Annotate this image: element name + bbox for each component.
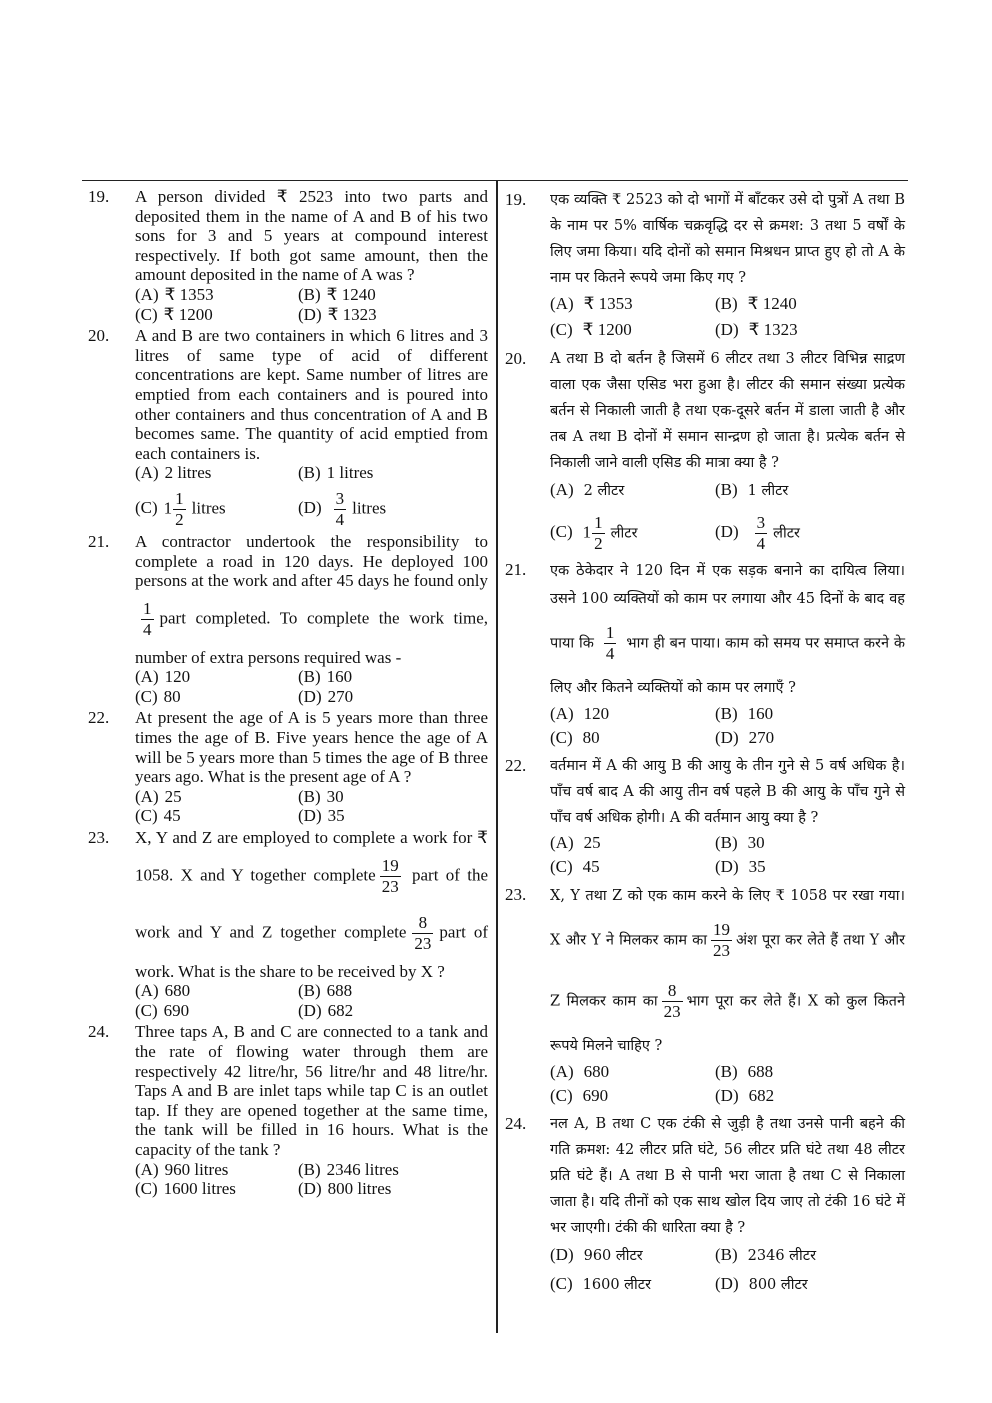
question-number: 21.: [505, 560, 527, 579]
option-c[interactable]: [550, 726, 715, 750]
option-value: 25: [164, 786, 182, 806]
denominator: 4: [756, 534, 766, 553]
hindi-column: [505, 187, 905, 1302]
options: [135, 787, 488, 826]
option-d[interactable]: [715, 1270, 905, 1299]
option-value: 270: [748, 728, 775, 747]
option-c[interactable]: [135, 305, 298, 325]
numerator: 1: [605, 623, 615, 642]
option-value: 1 लीटर: [747, 483, 789, 499]
option-a[interactable]: [135, 787, 298, 807]
option-value: 680: [583, 1062, 610, 1081]
option-a[interactable]: [550, 831, 715, 855]
option-label: (C): [550, 1274, 573, 1293]
fraction: [412, 913, 433, 954]
option-c[interactable]: [550, 855, 715, 879]
option-label: (A): [135, 284, 159, 304]
option-b[interactable]: [715, 1060, 905, 1084]
option-value: 120: [164, 667, 191, 687]
option-label: (C): [135, 498, 158, 518]
fraction: [334, 489, 347, 530]
question-23-en: [88, 828, 488, 1020]
text-part: part completed. To complete the work time, number of extra persons required was -: [135, 608, 488, 667]
options: [550, 476, 905, 554]
option-d[interactable]: [298, 1001, 488, 1021]
option-value: 682: [748, 1086, 775, 1105]
option-a[interactable]: [550, 1241, 715, 1270]
options: [550, 702, 905, 750]
option-c[interactable]: [550, 1084, 715, 1108]
option-value: 690: [582, 1086, 609, 1105]
options: [135, 667, 488, 706]
numerator: 1: [175, 488, 184, 508]
denominator: 23: [414, 933, 432, 953]
text-part: X, Y and Z are employed to complete a work for ₹ 1058. X and Y together complete: [135, 828, 488, 885]
option-label: (B): [715, 294, 738, 313]
option-b[interactable]: [298, 667, 488, 687]
option-label: (A): [135, 667, 159, 687]
denominator: 2: [175, 509, 184, 529]
option-value: 800 litres: [327, 1179, 392, 1199]
question-text: At present the age of A is 5 years more than three times the age of B. Five years hence the age of A will be 5 years more than 5 times the age of B three years ago. What is the present age of A ?: [135, 708, 488, 787]
option-d[interactable]: [298, 489, 488, 530]
question-number: 20.: [88, 326, 110, 346]
question-number: 19.: [88, 187, 110, 206]
option-label: (A): [550, 1062, 574, 1081]
question-24-en: [88, 1022, 488, 1198]
option-d[interactable]: [298, 1179, 488, 1199]
question-22-hi: [505, 753, 905, 879]
option-value: ₹ 1240: [326, 284, 376, 304]
option-value: 80: [163, 686, 181, 706]
denominator: 2: [594, 534, 603, 553]
option-b[interactable]: [298, 463, 488, 483]
question-23-hi: [505, 882, 905, 1108]
numerator: 19: [381, 855, 399, 875]
option-value: 680: [164, 981, 191, 1001]
option-label: (D): [298, 806, 322, 826]
question-number: 23.: [88, 828, 110, 848]
option-value: 682: [327, 1000, 354, 1020]
text-part: एक ठेकेदार ने 120 दिन में एक सड़क बनाने का दायित्व लिया। उसने 100 व्यक्तियों को काम पर लगाया और 45 दिनों के बाद वह पाया कि: [550, 563, 905, 652]
text-part: A contractor undertook the responsibility to complete a road in 120 days. He deployed 100 persons at the work and after 45 days he found only: [135, 531, 488, 591]
option-value: ₹ 1353: [164, 284, 214, 304]
option-value: 960 लीटर: [583, 1248, 643, 1264]
question-text: A तथा B दो बर्तन है जिसमें 6 लीटर तथा 3 लीटर विभिन्न साद्रण वाला एक जैसा एसिड भरा हुआ है। लीटर की समान संख्या प्रत्येक बर्तन से निकाली जाती है तथा एक-दूसरे बर्तन में डाला जाती है और तब A तथा B दोनों में समान सान्द्रण हो जाता है। प्रत्येक बर्तन से निकाली जाने वाली एसिड की मात्रा क्या है ?: [550, 351, 905, 471]
text-part: अंश पूरा कर लेते हैं तथा Y और Z मिलकर काम का: [550, 932, 906, 1010]
option-c[interactable]: [135, 1179, 298, 1199]
option-value: 270: [327, 686, 354, 706]
option-d[interactable]: [298, 806, 488, 826]
question-20-hi: [505, 346, 905, 554]
question-21-hi: [505, 557, 905, 750]
option-value: 25: [583, 833, 601, 852]
option-label: (B): [298, 1159, 321, 1179]
option-label: (B): [298, 981, 321, 1001]
option-d[interactable]: [715, 317, 905, 343]
top-rule: [82, 180, 908, 181]
numerator: 1: [143, 598, 152, 618]
denominator: 4: [335, 509, 345, 529]
question-19-hi: [505, 187, 905, 343]
option-value: 960 litres: [164, 1159, 229, 1179]
options: [135, 1160, 488, 1199]
denominator: 23: [713, 941, 731, 960]
option-value: 30: [326, 786, 344, 806]
option-value: ₹ 1200: [582, 320, 632, 339]
question-text: A person divided ₹ 2523 into two parts and deposited them in the name of A and B of his two sons for 3 and 5 years at compound interest respectively. If both got same amount, then the amount deposited in the name of A was ?: [135, 187, 488, 285]
question-text: वर्तमान में A की आयु B की आयु के तीन गुने से 5 वर्ष अधिक है। पाँच वर्ष बाद A की आयु तीन वर्ष पहले B की आयु के पाँच गुने से पाँच वर्ष अधिक होगी। A की वर्तमान आयु क्या है ?: [550, 758, 905, 826]
column-divider: [496, 180, 498, 1333]
option-value: 45: [163, 806, 181, 826]
fraction: [380, 856, 401, 897]
option-d[interactable]: [715, 726, 905, 750]
option-label: (A): [135, 463, 159, 483]
option-value: 80: [582, 728, 600, 747]
option-value: 2346 litres: [326, 1159, 399, 1179]
numerator: 1: [594, 513, 603, 532]
text-part: part of the work and Y and Z together complete: [135, 865, 489, 942]
option-c[interactable]: [135, 687, 298, 707]
fraction: [173, 489, 186, 530]
option-value: ₹ 1353: [583, 294, 633, 313]
option-d[interactable]: [298, 687, 488, 707]
option-value: ₹ 1200: [163, 304, 213, 324]
option-value: 35: [748, 857, 766, 876]
option-label: (B): [298, 786, 321, 806]
options: [550, 831, 905, 879]
text-part: भाग ही बन पाया। काम को समय पर समाप्त करने के लिए और कितने व्यक्तियों को काम पर लगाएँ ?: [550, 635, 905, 696]
option-label: (A): [550, 704, 574, 723]
numerator: 3: [756, 513, 766, 532]
option-label: (C): [550, 728, 573, 747]
option-c[interactable]: [135, 489, 298, 530]
question-number: 24.: [88, 1022, 110, 1042]
option-b[interactable]: [715, 1241, 905, 1270]
option-value: ₹ 1323: [748, 320, 798, 339]
option-c[interactable]: [550, 513, 715, 554]
text-part: part of work. What is the share to be received by X ?: [135, 922, 488, 981]
option-unit: लीटर: [773, 525, 800, 542]
option-label: (C): [550, 857, 573, 876]
option-c[interactable]: [135, 806, 298, 826]
question-number: 21.: [88, 531, 110, 551]
option-label: (A): [135, 981, 159, 1001]
option-a[interactable]: [550, 291, 715, 317]
denominator: 23: [381, 876, 399, 896]
option-value: 160: [747, 704, 774, 723]
option-a[interactable]: [135, 981, 298, 1001]
option-whole: 1: [163, 498, 173, 518]
options: [135, 463, 488, 530]
option-a[interactable]: [135, 285, 298, 305]
question-21-en: [88, 532, 488, 707]
option-value: 800 लीटर: [748, 1277, 808, 1293]
option-b[interactable]: [715, 831, 905, 855]
option-value: 688: [326, 981, 353, 1001]
question-19-en: [88, 187, 488, 324]
option-value: 688: [747, 1062, 774, 1081]
option-label: (C): [135, 1179, 158, 1199]
option-label: (D): [715, 1086, 739, 1105]
option-label: (D): [298, 1179, 322, 1199]
option-a[interactable]: [550, 702, 715, 726]
question-text: Three taps A, B and C are connected to a tank and the rate of flowing water through them are respectively 42 litre/hr, 56 litre/hr and 48 litre/hr. Taps A and B are inlet taps while tap C is an outlet tap. If they are opened together at the same time, the tank will be filled in 16 hours. What is the capacity of the tank ?: [135, 1022, 488, 1159]
fraction: [711, 920, 732, 961]
options: [550, 1241, 905, 1299]
denominator: 23: [663, 1002, 681, 1021]
fraction: [755, 513, 768, 554]
question-24-hi: [505, 1111, 905, 1299]
option-label: (D): [715, 728, 739, 747]
question-number: 23.: [505, 885, 527, 904]
option-value: 35: [327, 806, 345, 826]
option-label: (A): [550, 294, 574, 313]
option-b[interactable]: [715, 291, 905, 317]
option-value: 120: [583, 704, 610, 723]
option-label: (C): [550, 1086, 573, 1105]
option-a[interactable]: [135, 667, 298, 687]
question-text: [135, 532, 488, 667]
option-a[interactable]: [550, 1060, 715, 1084]
option-unit: litres: [191, 498, 226, 518]
option-value: 160: [326, 667, 353, 687]
option-b[interactable]: [298, 981, 488, 1001]
option-value: 1600 लीटर: [582, 1277, 652, 1293]
option-label: (C): [135, 304, 158, 324]
option-whole: 1: [582, 522, 592, 542]
option-label: (B): [715, 833, 738, 852]
options: [135, 981, 488, 1020]
option-label: (B): [715, 480, 738, 499]
option-label: (A): [550, 833, 574, 852]
question-text: [135, 828, 488, 981]
option-b[interactable]: [298, 285, 488, 305]
question-number: 19.: [505, 190, 527, 209]
text-part: भाग पूरा कर लेते हैं। X को कुल कितने रूपये मिलने चाहिए ?: [550, 993, 905, 1054]
denominator: 4: [605, 644, 615, 663]
option-label: (C): [550, 320, 573, 339]
numerator: 8: [667, 981, 677, 1000]
option-label: (B): [298, 463, 321, 483]
option-value: ₹ 1323: [327, 304, 377, 324]
option-label: (A): [135, 786, 159, 806]
fraction: [141, 599, 154, 640]
option-label: (C): [550, 522, 573, 542]
option-label: (D): [298, 1000, 322, 1020]
option-unit: लीटर: [610, 525, 638, 542]
option-value: 2346 लीटर: [747, 1248, 817, 1264]
numerator: 19: [713, 920, 731, 939]
option-value: ₹ 1240: [747, 294, 797, 313]
option-c[interactable]: [550, 317, 715, 343]
question-text: A and B are two containers in which 6 litres and 3 litres of same type of acid of different concentrations are kept. Same number of litres are emptied from each containers and is poured into other containers and thus concentration of A and B becomes same. The quantity of acid emptied from each containers is.: [135, 326, 488, 463]
option-value: 30: [747, 833, 765, 852]
option-label: (D): [715, 857, 739, 876]
option-label: (A): [135, 1159, 159, 1179]
option-label: (C): [135, 686, 158, 706]
option-a[interactable]: [135, 1160, 298, 1180]
option-label: (A): [550, 480, 574, 499]
option-value: 2 litres: [164, 463, 212, 483]
question-text: [550, 882, 905, 1060]
option-label: (B): [298, 667, 321, 687]
option-label: (B): [715, 704, 738, 723]
question-22-en: [88, 708, 488, 826]
option-b[interactable]: [298, 787, 488, 807]
option-label: (D): [715, 522, 739, 542]
options: [135, 285, 488, 324]
question-number: 22.: [88, 708, 110, 728]
option-a[interactable]: [135, 463, 298, 483]
option-d[interactable]: [715, 513, 905, 554]
option-label: (D): [298, 498, 322, 518]
text-part: X, Y तथा Z को एक काम करने के लिए ₹ 1058 पर रखा गया। X और Y ने मिलकर काम का: [550, 888, 905, 949]
question-text: नल A, B तथा C एक टंकी से जुड़ी है तथा उनसे पानी बहने की गति क्रमश: 42 लीटर प्रति घंटे, 56 लीटर प्रति घंटे तथा 48 लीटर प्रति घंटे हैं। A तथा B से पानी भरा जाता है तथा C से निकाला जाता है। यदि तीनों को एक साथ खोल दिय जाए तो टंकी 16 घंटे में भर जाएगी। टंकी की धारिता क्या है ?: [550, 1116, 905, 1236]
option-label: (C): [135, 1000, 158, 1020]
option-d[interactable]: [715, 855, 905, 879]
option-label: (D): [715, 1274, 739, 1293]
option-b[interactable]: [715, 476, 905, 505]
option-value: 690: [163, 1000, 190, 1020]
option-b[interactable]: [298, 1160, 488, 1180]
option-value: 1 litres: [326, 463, 374, 483]
question-number: 20.: [505, 349, 527, 368]
option-d[interactable]: [298, 305, 488, 325]
options: [550, 291, 905, 343]
fraction: [592, 513, 605, 554]
option-label: (B): [298, 284, 321, 304]
fraction: [604, 623, 617, 664]
option-value: 2 लीटर: [583, 483, 625, 499]
option-value: 45: [582, 857, 600, 876]
option-b[interactable]: [715, 702, 905, 726]
question-number: 22.: [505, 756, 527, 775]
option-label: (D): [715, 320, 739, 339]
option-label: (B): [715, 1062, 738, 1081]
option-c[interactable]: [135, 1001, 298, 1021]
option-value: 1600 litres: [163, 1179, 236, 1199]
numerator: 3: [335, 488, 345, 508]
option-a[interactable]: [550, 476, 715, 505]
options: [550, 1060, 905, 1108]
numerator: 8: [418, 912, 428, 932]
question-text: एक व्यक्ति ₹ 2523 को दो भागों में बाँटकर उसे दो पुत्रों A तथा B के नाम पर 5% वार्षिक चक्रवृद्धि दर से क्रमश: 3 तथा 5 वर्षों के लिए जमा किया। यदि दोनों को समान मिश्रधन प्राप्त हुए हो तो A के नाम पर कितने रूपये जमा किए गए ?: [550, 192, 905, 286]
option-c[interactable]: [550, 1270, 715, 1299]
option-label: (D): [298, 304, 322, 324]
option-d[interactable]: [715, 1084, 905, 1108]
denominator: 4: [143, 619, 152, 639]
option-label: (C): [135, 806, 158, 826]
question-20-en: [88, 326, 488, 530]
fraction: [662, 981, 683, 1022]
english-column: [88, 187, 488, 1201]
option-label: (B): [715, 1245, 738, 1264]
question-text: [550, 557, 905, 702]
option-unit: litres: [352, 498, 387, 518]
option-label: (D): [298, 686, 322, 706]
option-label: (D): [550, 1245, 574, 1264]
question-number: 24.: [505, 1114, 527, 1133]
